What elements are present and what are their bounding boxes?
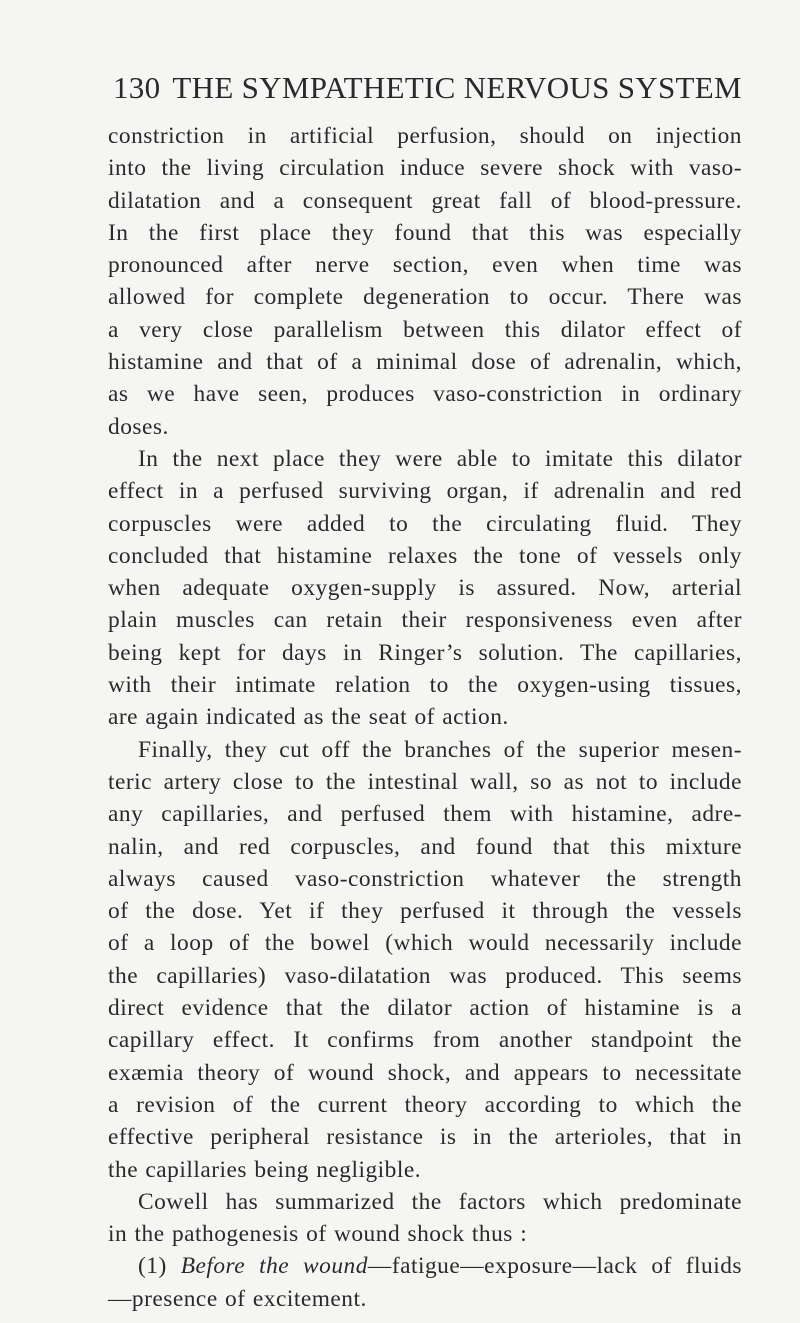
text-line: plain muscles can retain their responsiveness even after bbox=[108, 607, 742, 634]
text-line: a very close parallelism between this dilator effect of bbox=[108, 316, 742, 343]
text-line: of the dose. Yet if they perfused it through the vessels bbox=[108, 898, 742, 925]
text-line: nalin, and red corpuscles, and found that this mixture bbox=[108, 833, 742, 860]
text-line: the capillaries) vaso-dilatation was produced. This seems bbox=[108, 962, 742, 989]
list-item-number: (1) bbox=[138, 1253, 167, 1280]
list-item-label: Before the wound bbox=[180, 1253, 368, 1280]
text-line: dilatation and a consequent great fall of blood-pressure. bbox=[108, 187, 742, 214]
text-line: are again indicated as the seat of action. bbox=[108, 704, 509, 731]
running-title: THE SYMPATHETIC NERVOUS SYSTEM bbox=[172, 70, 742, 105]
text-line: constriction in artificial perfusion, should on injection bbox=[108, 123, 742, 149]
paragraph-start-line: In the next place they were able to imitate this dilator bbox=[138, 445, 742, 472]
text-line: a revision of the current theory according to which the bbox=[108, 1091, 742, 1118]
body-text bbox=[108, 120, 742, 1315]
text-line: exæmia theory of wound shock, and appears to necessitate bbox=[108, 1059, 742, 1086]
text-line: allowed for complete degeneration to occur. There was bbox=[108, 284, 742, 311]
text-line: any capillaries, and perfused them with histamine, adre- bbox=[108, 801, 742, 828]
text-line: doses. bbox=[108, 413, 169, 440]
page-number: 130 bbox=[113, 70, 161, 105]
text-line: teric artery close to the intestinal wall, so as not to include bbox=[108, 768, 742, 795]
text-line: capillary effect. It confirms from another standpoint the bbox=[108, 1027, 742, 1054]
text-line: with their intimate relation to the oxygen-using tissues, bbox=[108, 672, 742, 699]
paragraph-start-line: Cowell has summarized the factors which predominate bbox=[138, 1188, 742, 1215]
list-item-text: —fatigue—exposure—lack of fluids bbox=[367, 1253, 742, 1280]
text-line: pronounced after nerve section, even when time was bbox=[108, 252, 742, 279]
text-line: direct evidence that the dilator action of histamine is a bbox=[108, 995, 742, 1022]
text-line: being kept for days in Ringer’s solution. The capillaries, bbox=[108, 639, 742, 666]
text-line: corpuscles were added to the circulating fluid. They bbox=[108, 510, 742, 537]
paragraph-start-line: Finally, they cut off the branches of the superior mesen- bbox=[138, 736, 742, 763]
text-line: the capillaries being negligible. bbox=[108, 1156, 422, 1183]
running-head bbox=[113, 70, 742, 106]
text-line: effect in a perfused surviving organ, if adrenalin and red bbox=[108, 478, 742, 505]
text-line: in the pathogenesis of wound shock thus : bbox=[108, 1221, 528, 1248]
text-line: of a loop of the bowel (which would necessarily include bbox=[108, 930, 742, 957]
text-line: concluded that histamine relaxes the tone of vessels only bbox=[108, 542, 742, 569]
text-line: effective peripheral resistance is in the arterioles, that in bbox=[108, 1124, 742, 1151]
text-line: into the living circulation induce severe shock with vaso- bbox=[108, 155, 742, 182]
text-line: always caused vaso-constriction whatever the strength bbox=[108, 865, 742, 892]
text-line: In the first place they found that this was especially bbox=[108, 219, 742, 246]
text-line: histamine and that of a minimal dose of adrenalin, which, bbox=[108, 349, 742, 376]
text-line: when adequate oxygen-supply is assured. Now, arterial bbox=[108, 575, 742, 602]
text-line: as we have seen, produces vaso-constriction in ordinary bbox=[108, 381, 742, 408]
list-item-line bbox=[108, 1250, 742, 1282]
list-item-continuation: —presence of excitement. bbox=[108, 1285, 367, 1312]
